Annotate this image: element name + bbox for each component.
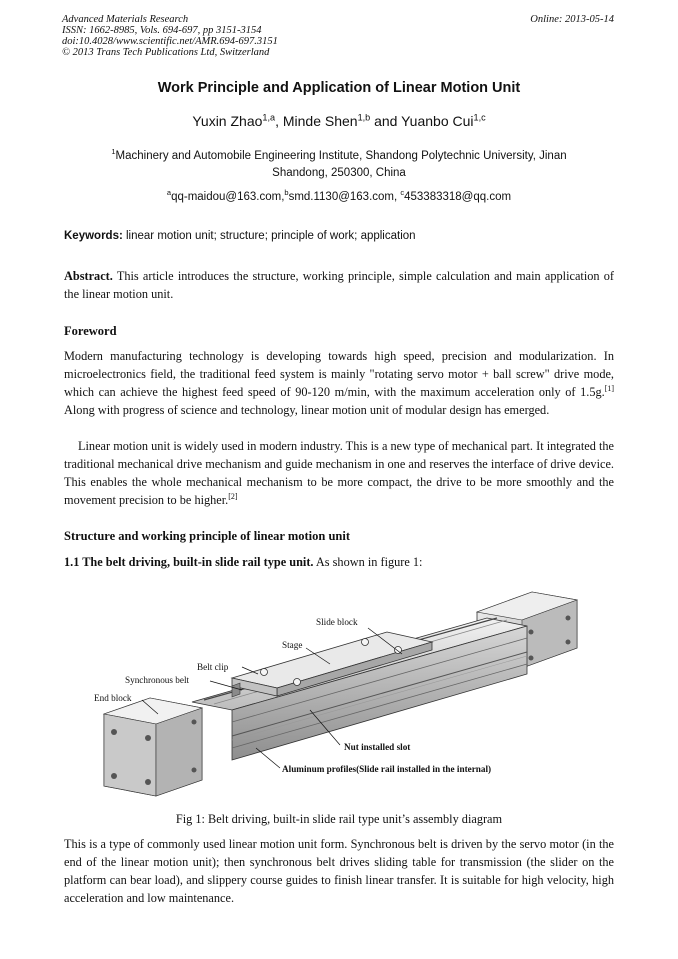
author-affil-sup: 1,a <box>262 112 276 123</box>
label-end-block: End block <box>94 693 132 703</box>
affiliation <box>85 148 593 182</box>
subsection-text: As shown in figure 1: <box>313 555 423 569</box>
citation-ref[interactable]: [1] <box>604 383 614 393</box>
email-link[interactable]: smd.1130@163.com <box>288 191 394 203</box>
email-link[interactable]: qq-maidou@163.com <box>171 191 282 203</box>
author-name: Yuanbo Cui <box>401 113 474 129</box>
keywords-label: Keywords: <box>64 230 123 242</box>
subsection-1-1 <box>64 553 614 571</box>
section-heading-structure: Structure and working principle of linear motion unit <box>64 529 351 543</box>
keywords <box>64 230 624 242</box>
abstract <box>64 267 614 303</box>
author-list <box>0 113 678 129</box>
linear-unit-diagram <box>92 590 590 804</box>
closing-paragraph: This is a type of commonly used linear motion unit form. Synchronous belt is driven by the servo motor (in the end of the linear motion unit); then synchronous belt drives sliding table for transmission (the slider on the platform can bear load), and slippery course guides to finish linear transfer. It is suitable for high velocity, high acceleration and low maintenance. <box>64 837 614 905</box>
paper-title: Work Principle and Application of Linear Motion Unit <box>157 80 521 96</box>
figure-1 <box>92 590 590 804</box>
email-sep: , <box>394 191 401 203</box>
author-name: Minde Shen <box>282 113 358 129</box>
paragraph-text: Modern manufacturing technology is developing towards high speed, precision and modularization. In microelectronics field, the traditional feed system is mainly "rotating servo motor + ball screw" drive mode, which can achieve the highest feed speed of 90-120 m/min, with the maximum acceleration only of 1.5g. <box>64 349 614 399</box>
copyright-line: © 2013 Trans Tech Publications Ltd, Switzerland <box>62 47 270 58</box>
label-aluminum-profiles: Aluminum profiles(Slide rail installed in the internal) <box>282 764 492 774</box>
abstract-label: Abstract. <box>64 269 113 283</box>
journal-name: Advanced Materials Research <box>62 14 189 25</box>
label-belt-clip: Belt clip <box>197 662 229 672</box>
affiliation-text: Machinery and Automobile Engineering Institute, Shandong Polytechnic University, Jinan Shandong, 250300, China <box>115 150 567 179</box>
author-sep: , <box>275 113 283 129</box>
section-heading-foreword: Foreword <box>64 324 117 338</box>
email-link[interactable]: 453383318@qq.com <box>404 191 512 203</box>
foreword-paragraph-2 <box>64 437 614 509</box>
near-end-block <box>104 698 202 796</box>
author-sep: and <box>370 113 402 129</box>
abstract-text: This article introduces the structure, working principle, simple calculation and main application of the linear motion unit. <box>64 269 614 301</box>
email-list <box>0 188 678 203</box>
aluminum-profile-rail <box>192 618 527 760</box>
label-slide-block: Slide block <box>316 617 358 627</box>
email-sep: , <box>281 191 285 203</box>
journal-header <box>62 14 614 58</box>
doi-line[interactable]: doi:10.4028/www.scientific.net/AMR.694-697.3151 <box>62 36 278 47</box>
author-affil-sup: 1,b <box>357 112 371 123</box>
foreword-paragraph-1 <box>64 347 614 419</box>
email-sup: c <box>400 188 405 198</box>
issn-line: ISSN: 1662-8985, Vols. 694-697, pp 3151-3154 <box>62 25 262 36</box>
online-date: Online: 2013-05-14 <box>530 14 614 25</box>
paragraph-text: Along with progress of science and technology, linear motion unit of modular design has emerged. <box>64 403 550 417</box>
label-stage: Stage <box>282 640 303 650</box>
figure-caption: Fig 1: Belt driving, built-in slide rail type unit’s assembly diagram <box>175 812 503 826</box>
label-synchronous-belt: Synchronous belt <box>125 675 190 685</box>
author-name: Yuxin Zhao <box>192 113 263 129</box>
author-affil-sup: 1,c <box>473 112 486 123</box>
citation-ref[interactable]: [2] <box>228 491 238 501</box>
email-sup: b <box>284 188 289 198</box>
label-nut-slot: Nut installed slot <box>344 742 411 752</box>
keywords-text: linear motion unit; structure; principle of work; application <box>122 230 416 242</box>
email-sup: a <box>166 188 172 198</box>
paragraph-text: Linear motion unit is widely used in modern industry. This is a new type of mechanical part. It integrated the traditional mechanical drive mechanism and guide mechanism in one and reserves the interface of drive device. This enables the whole mechanical mechanism to be more compact, the drive to be more smoothly and the movement precision to be higher. <box>64 439 614 507</box>
subsection-title: 1.1 The belt driving, built-in slide rail type unit. <box>64 555 314 569</box>
affiliation-sup: 1 <box>111 147 116 157</box>
